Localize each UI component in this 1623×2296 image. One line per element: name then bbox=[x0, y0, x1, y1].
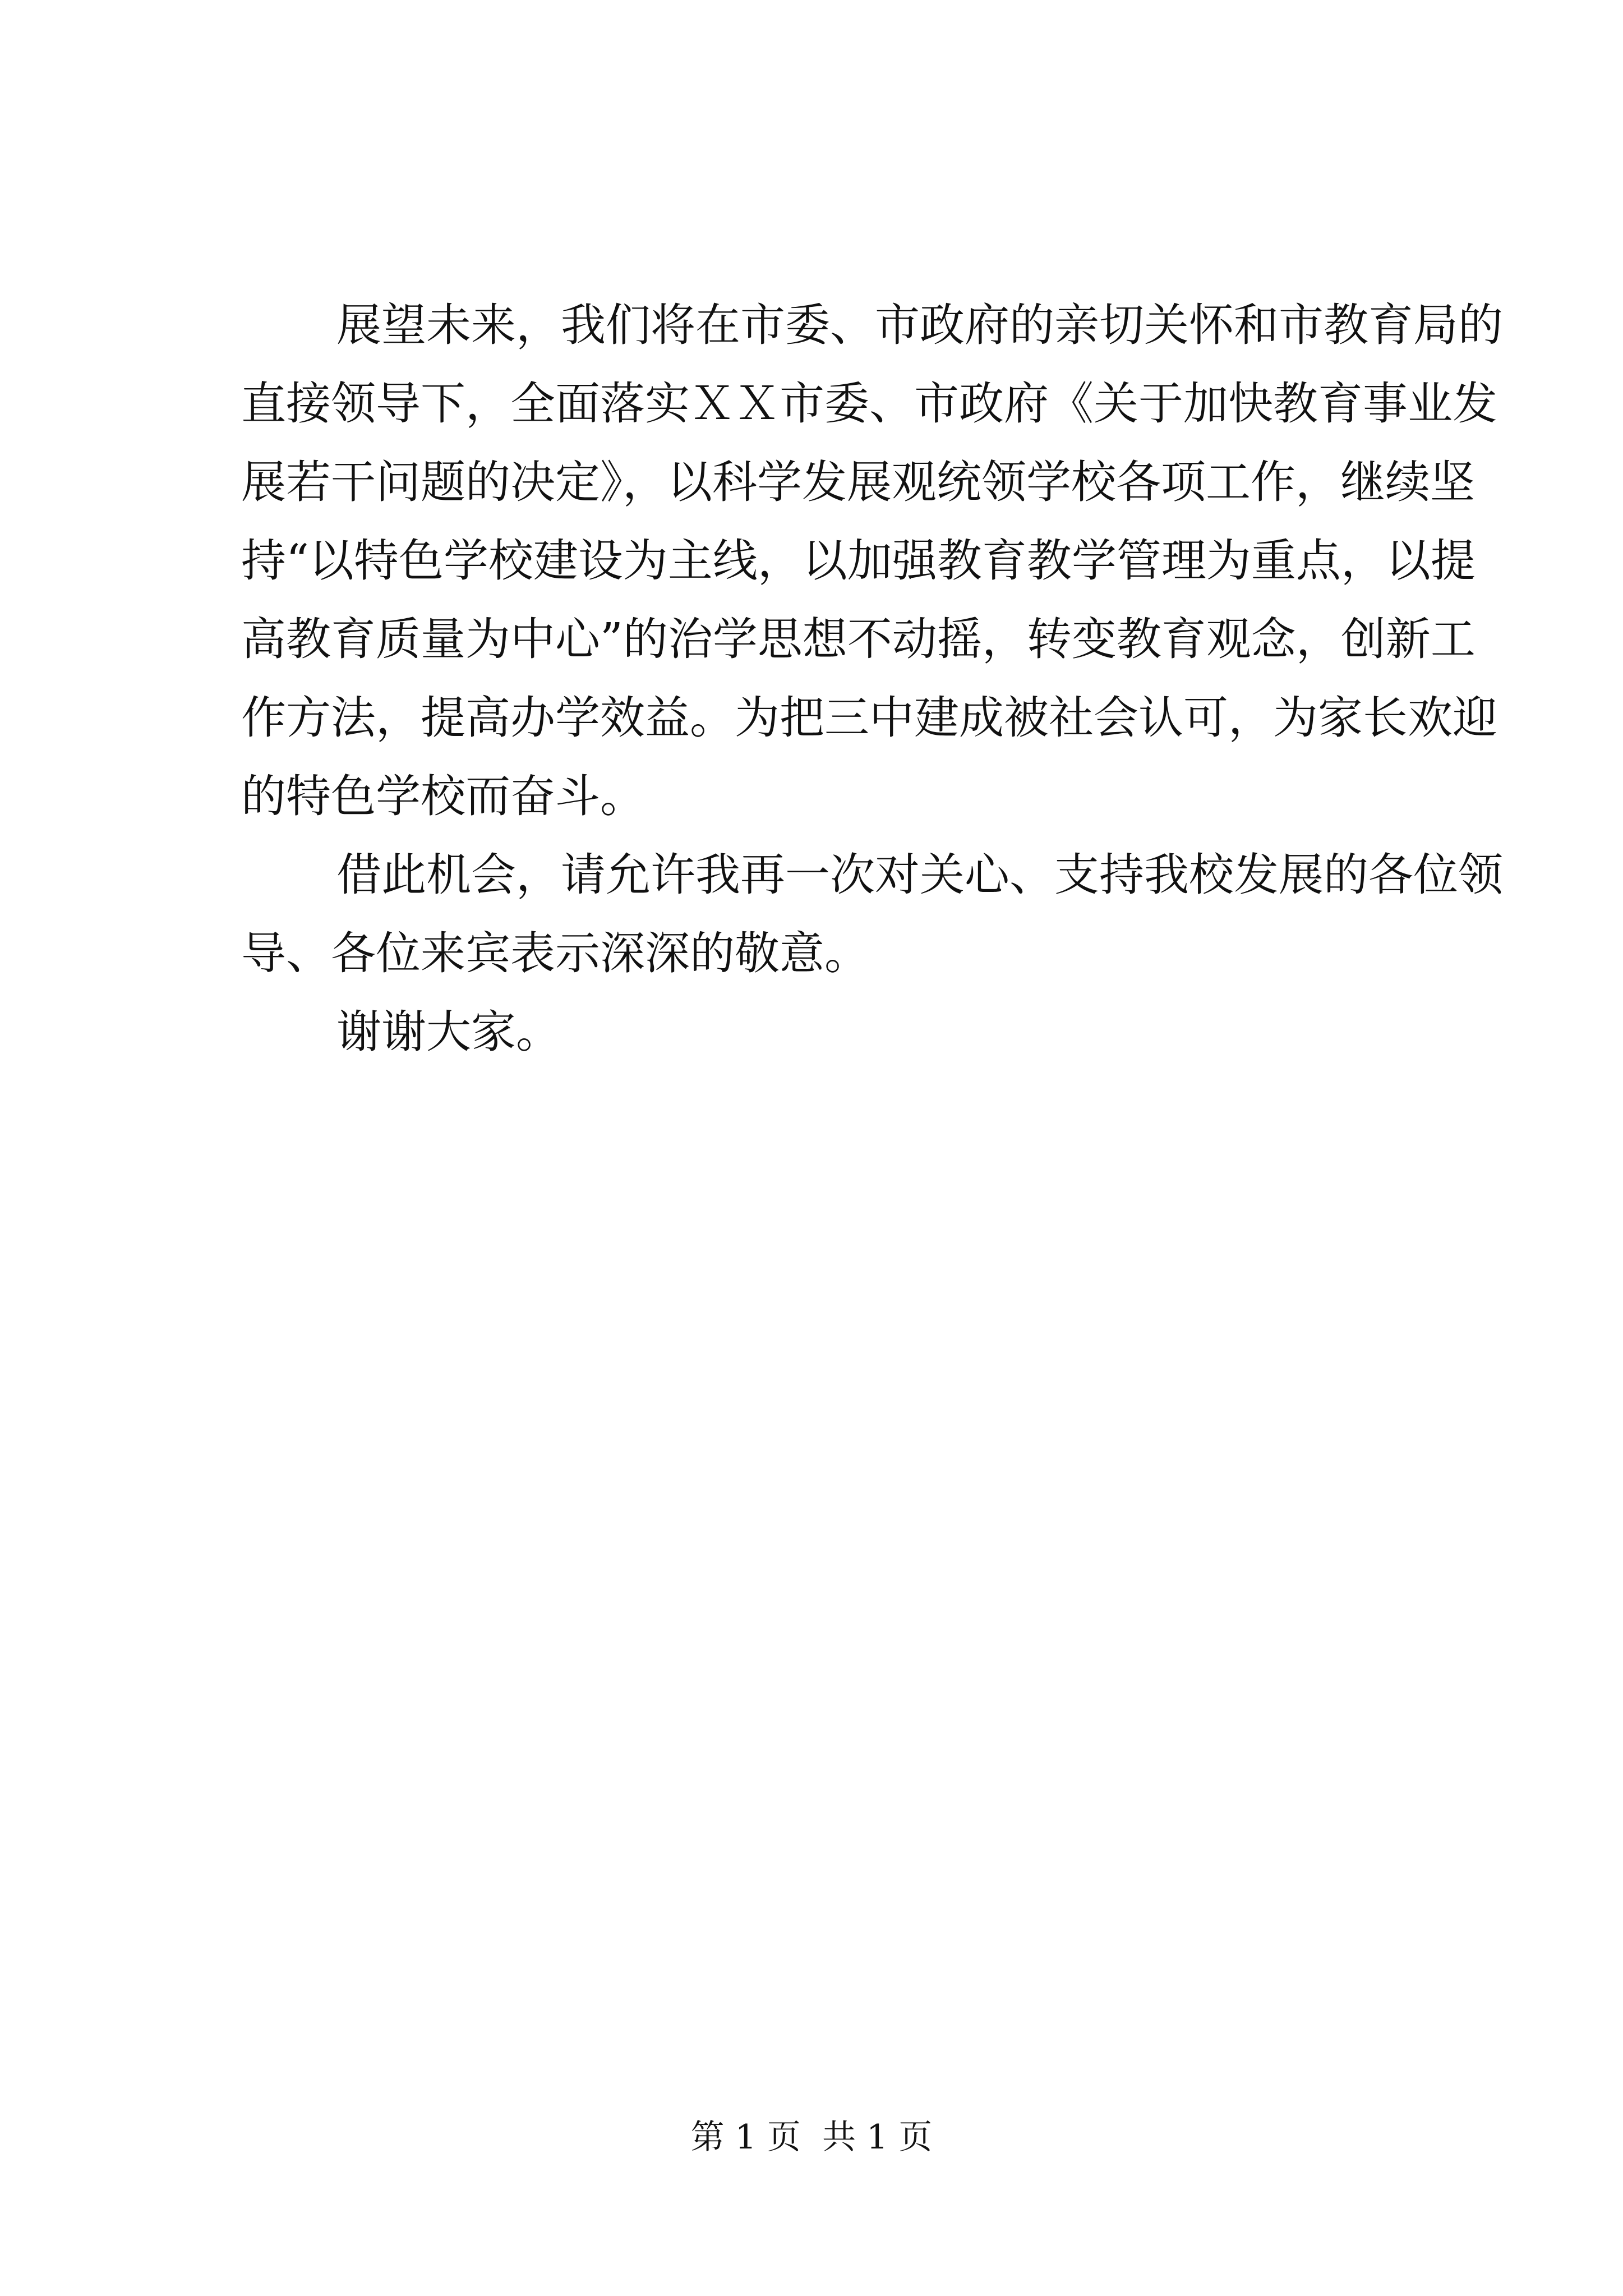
paragraph-1 bbox=[241, 286, 1503, 836]
paragraph-line: 作方法，提高办学效益。为把三中建成被社会认可，为家长欢迎 bbox=[241, 692, 1497, 744]
paragraph-line: 持“以特色学校建设为主线，以加强教育教学管理为重点，以提 bbox=[241, 535, 1476, 587]
paragraph-line: 直接领导下，全面落实ＸＸ市委、市政府《关于加快教育事业发 bbox=[241, 378, 1497, 430]
paragraph-line: 的特色学校而奋斗。 bbox=[241, 770, 645, 822]
paragraph-line: 导、各位来宾表示深深的敬意。 bbox=[241, 927, 869, 979]
paragraph-2 bbox=[241, 836, 1503, 993]
paragraph-line: 展若干问题的决定》，以科学发展观统领学校各项工作，继续坚 bbox=[241, 456, 1475, 508]
paragraph-line: 展望未来，我们将在市委、市政府的亲切关怀和市教育局的 bbox=[336, 299, 1503, 351]
paragraph-line: 高教育质量为中心”的治学思想不动摇，转变教育观念，创新工 bbox=[241, 613, 1476, 665]
document-body bbox=[241, 286, 1503, 1071]
page-footer: 第 1 页 共 1 页 bbox=[690, 2118, 933, 2157]
paragraph-3 bbox=[241, 993, 1419, 1071]
paragraph-line: 借此机会，请允许我再一次对关心、支持我校发展的各位领 bbox=[336, 849, 1503, 901]
paragraph-line: 谢谢大家。 bbox=[336, 1006, 561, 1058]
